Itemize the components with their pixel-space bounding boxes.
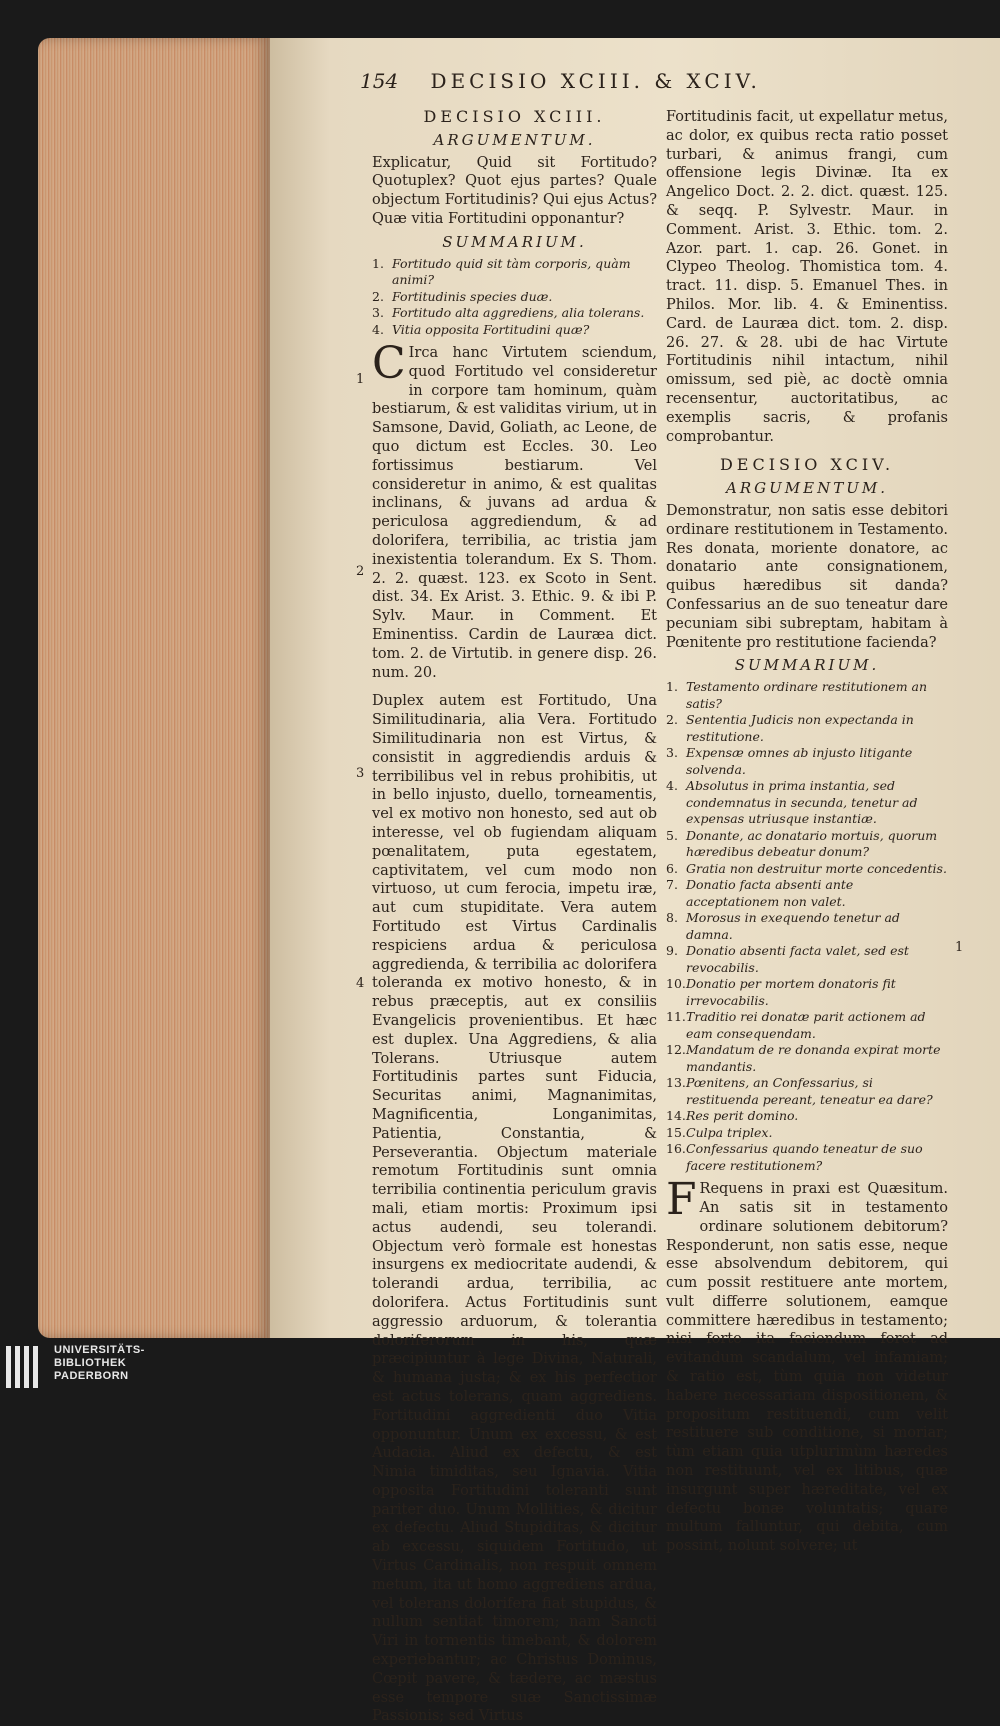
summarium-item: 15.Culpa triplex. [666,1124,773,1140]
logo-bars-icon [6,1346,46,1388]
logo-line: BIBLIOTHEK [54,1357,127,1369]
summarium-item: 11.Traditio rei donatæ parit actionem ad eam consequendam. [666,1009,926,1041]
argumentum-text: Explicatur, Quid sit Fortitudo? Quotuplex? Quot ejus partes? Quale objectum Fortitudinis? Qui ejus Actus? Quæ vitia Fortitudini opponantur? [372,154,657,227]
page-edges [38,38,270,1338]
argumentum-heading: ARGUMENTUM. [726,479,888,498]
summarium-heading: SUMMARIUM. [442,232,587,251]
summarium-item: 7. Donatio facta absenti ante acceptationem non valet. [666,877,854,909]
summarium-list [666,679,948,1174]
margin-number: 4 [356,976,365,991]
summarium-item: 6. Gratia non destruitur morte concedentis. [666,860,947,876]
summarium-item: 2. Sententia Judicis non expectanda in restitutione. [666,712,914,744]
summarium-item: 8. Morosus in exequendo tenetur ad damna. [666,910,900,942]
argumentum-text: Demonstratur, non satis esse debitori ordinare restitutionem in Testamento. Res donata, moriente donatore, ac donatario ante consignationem, quibus hæredibus sit danda? Confessarius an de suo teneatur dare pecuniam sibi subreptam, habitam à Pœnitente pro restitutione facienda? [666,502,948,651]
summarium-item: 2. Fortitudinis species duæ. [372,288,553,304]
logo-line: UNIVERSITÄTS- [54,1344,145,1356]
summarium-heading: SUMMARIUM. [734,656,880,675]
paragraph: Fortitudinis facit, ut expellatur metus, ac dolor, ex quibus recta ratio posset turbari, & animus frangi, cum offensione legis Divinæ. Ita ex Angelico Doct. 2. 2. dict. quæst. 125. & seqq. P. Sylvestr. Maur. in Comment. Arist. 3. Ethic. tom. 2. Azor. part. 1. cap. 26. Gonet. in Clypeo Theolog. Thomistica tom. 4. tract. 11. disp. 5. Emanuel Thes. in Philos. Mor. lib. 4. & Eminentiss. Card. de Lauræa dict. tom. 2. disp. 26. 27. & 28. ubi de hac Virtute Fortitudinis nihil intactum, nihil omissum, sed piè, ac doctè omnia recensentur, auctoritatibus, ac exemplis sacris, & profanis comprobantur. [666,109,948,445]
summarium-item: 9. Donatio absenti facta valet, sed est revocabilis. [666,943,909,975]
argumentum-heading: ARGUMENTUM. [433,130,596,149]
paragraph: F Requens in praxi est Quæsitum. An satis sit in testamento ordinare solutionem debitorum? Responderunt, non satis esse, neque esse absolvendum debitorem, qui cum possit restituere ante mortem, vult differre solutionem, eamque committere hæredibus in testamento; nisi forte ita faciendum foret ad evitandum scandalum, vel infamiam; & ratio est, tùm quia non videtur habere necessariam dispositionem, & propositum restituendi, cum velit restituere sub conditione, si moriar; tùm etiam quia utplurimùm hæredes non restituunt, vel ex litibus, quæ insurgunt super hæreditate, vel ex defectu bonæ voluntatis; quare multum falluntur, qui debita, cum possint, nolunt solvere; ut [666,1174,948,1555]
margin-number: 2 [356,564,365,579]
summarium-item: 10.Donatio per mortem donatoris fit irrevocabilis. [666,976,896,1008]
summarium-item: 12.Mandatum de re donanda expirat morte mandantis. [666,1042,941,1074]
summarium-item: 13.Pœnitens, an Confessarius, si restituenda pereant, teneatur ea dare? [666,1075,933,1107]
summarium-item: 5. Donante, ac donatario mortuis, quorum hæredibus debeatur donum? [666,827,938,860]
summarium-item: 4. Vitia opposita Fortitudini quæ? [372,321,590,337]
summarium-item: 3. Expensæ omnes ab injusto litigante solvenda. [666,745,913,777]
summarium-item: 3. Fortitudo alta aggrediens, alia tolerans. [372,305,645,321]
summarium-list [372,256,657,339]
library-logo [6,1340,206,1390]
summarium-item: 14.Res perit domino. [666,1108,799,1124]
running-title: DECISIO XCIII. & XCIV. [430,69,761,93]
logo-line: PADERBORN [54,1370,129,1382]
drop-cap: C [372,338,406,390]
margin-number: 3 [356,766,365,781]
running-head [360,69,960,93]
paragraph: C Irca hanc Virtutem sciendum, quod Fortitudo vel consideretur in corpore tam hominum, quàm bestiarum, & est validitas virium, ut in Samsone, David, Goliath, ac Leone, de quo dictum est Eccles. 30. Leo fortissimus bestiarum. Vel consideretur in animo, & est qualitas inclinans, & juvans ad ardua & periculosa aggrediendum, & ad dolorifera, terribilia, ac tristia jam inexistentia tolerandum. Ex S. Thom. 2. 2. quæst. 123. ex Scoto in Sent. dist. 34. Ex Arist. 3. Ethic. 9. & ibi P. Sylv. Maur. in Comment. Et Eminentiss. Cardin de Lauræa dict. tom. 2. de Virtutib. in genere disp. 26. num. 20. [372,338,657,681]
margin-number: 1 [955,940,964,955]
paragraph: Duplex autem est Fortitudo, Una Similitudinaria, alia Vera. Fortitudo Similitudinaria non est Virtus, & consistit in aggrediendis arduis & terribilibus vel in rebus prohibitis, ut in bello injusto, duello, torneamentis, vel ex motivo non honesto, sed aut ob interesse, vel ob fugiendam aliquam pœnalitatem, puta egestatem, captivitatem, vel cum modo non virtuoso, ut cum ferocia, impetu iræ, aut cum stupiditate. Vera autem Fortitudo est Virtus Cardinalis respiciens ardua & periculosa aggredienda, & terribilia ac dolorifera toleranda ex motivo honesto, & in rebus præceptis, aut ex consiliis Evangelicis provenientibus. Et hæc est duplex. Una Aggrediens, & alia Tolerans. Utriusque autem Fortitudinis partes sunt Fiducia, Securitas animi, Magnanimitas, Magnificentia, Longanimitas, Patientia, Constantia, & Perseverantia. Objectum materiale remotum Fortitudinis sunt omnia terribilia continentia periculum gravis mali, etiam mortis: Proximum ipsi actus audendi, seu tolerandi. Objectum verò formale est honestas insurgens ex mediocritate audendi, & tolerandi ardua, terribilia, ac dolorifera. Actus Fortitudinis sunt aggressio arduorum, & tolerantia doloriferorum in his, quæ præcipiuntur à lege Divina, Naturali, & humana justa; & ex his perfectior est actus tolerans, quam aggrediens. Fortitudini aggredienti duo Vitia opponuntur. Unum ex excessu, & est Audacia. Aliud ex defectu, & est Nimia timiditas, seu Ignavia. Vitia opposita Fortitudini toleranti sunt pariter duo. Unum Mollities, & dicitur ex defectu. Aliud Stupiditas, & dicitur ab excessu, siquidem Fortitudo, ut Virtus Cardinalis, non respuit omnem metum, ita ut homo aggrediens ardua, vel tolerans dolorifera fiat stupidus, & nullum sentiat timorem; nam Sancti Viri in tormentis timebant, & dolorem experiebantur; ac Christus Dominus, Cœpit pavere, & tædere, ac mæstus esse tempore suæ Sanctissimæ Passionis; sed Virtus [372,693,657,1725]
summarium-item: 1. Fortitudo quid sit tàm corporis, quàm animi? [372,255,631,288]
margin-number: 1 [356,372,365,387]
decisio-title: DECISIO XCIII. [423,107,606,126]
decisio-title: DECISIO XCIV. [719,455,895,475]
summarium-item: 1. Testamento ordinare restitutionem an satis? [666,679,928,711]
summarium-item: 4. Absolutus in prima instantia, sed condemnatus in secunda, tenetur ad expensas utriusque instantiæ. [666,778,918,827]
summarium-item: 16.Confessarius quando teneatur de suo facere restitutionem? [666,1141,923,1173]
drop-cap: F [666,1174,697,1226]
page-number: 154 [360,69,399,93]
right-column [666,108,948,1556]
left-column [372,108,657,1726]
